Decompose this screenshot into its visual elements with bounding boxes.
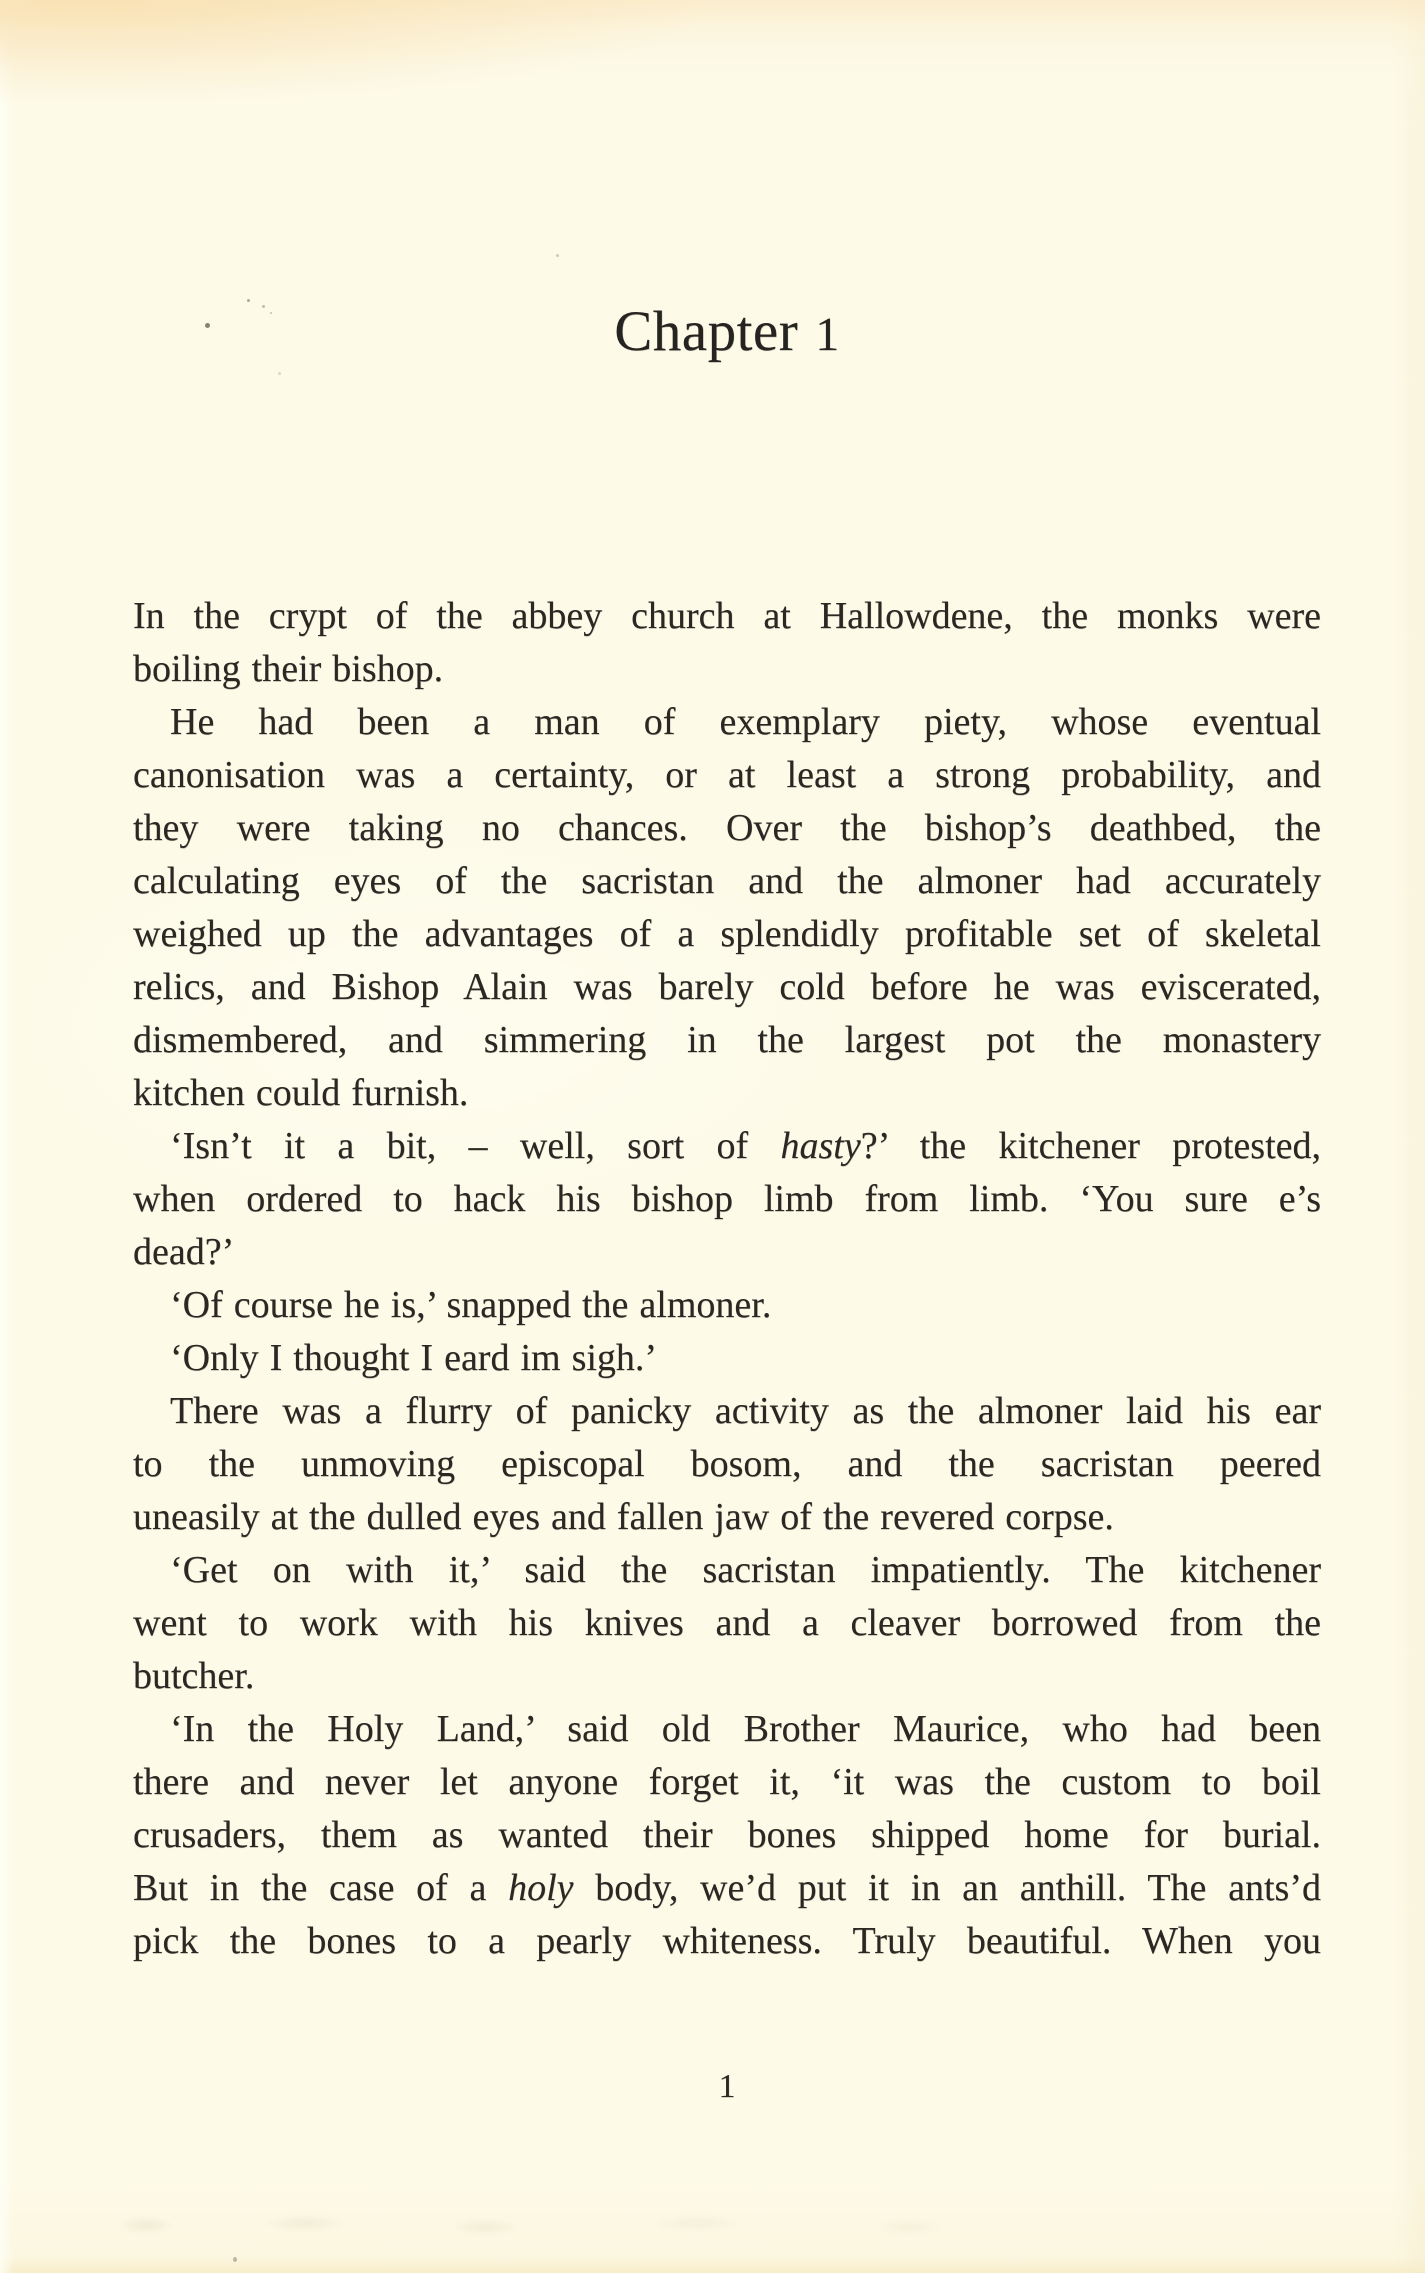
- text-block: [133, 590, 1321, 1968]
- ink-speck: [205, 323, 210, 328]
- paragraph: [133, 1120, 1321, 1279]
- text-line: butcher.: [133, 1655, 255, 1697]
- text-line: to the unmoving episcopal bosom, and the sacristan peered: [133, 1443, 1321, 1485]
- paragraph: [133, 1332, 1321, 1385]
- text-line: ‘Isn’t it a bit, – well, sort of hasty?’ the kitchener protested,: [170, 1125, 1321, 1167]
- ink-speck: [278, 372, 281, 375]
- text-line: ‘In the Holy Land,’ said old Brother Maurice, who had been: [170, 1708, 1321, 1750]
- text-line: boiling their bishop.: [133, 648, 444, 690]
- paragraph: [133, 1385, 1321, 1544]
- text-line: relics, and Bishop Alain was barely cold before he was eviscerated,: [133, 966, 1321, 1008]
- page-number: 1: [718, 2068, 736, 2105]
- text-line: dead?’: [133, 1231, 235, 1273]
- text-line: uneasily at the dulled eyes and fallen jaw of the revered corpse.: [133, 1496, 1114, 1538]
- paragraph: [133, 590, 1321, 696]
- text-line: kitchen could furnish.: [133, 1072, 469, 1114]
- page-bleed-through: [40, 2208, 1100, 2242]
- text-line: there and never let anyone forget it, ‘it was the custom to boil: [133, 1761, 1321, 1803]
- text-line: pick the bones to a pearly whiteness. Truly beautiful. When you: [133, 1920, 1321, 1962]
- chapter-heading: [133, 300, 1321, 363]
- paragraph: [133, 1279, 1321, 1332]
- text-line: went to work with his knives and a cleaver borrowed from the: [133, 1602, 1321, 1644]
- paragraph: [133, 696, 1321, 1120]
- chapter-heading-number: 1: [815, 308, 840, 361]
- text-line: canonisation was a certainty, or at least a strong probability, and: [133, 754, 1321, 796]
- text-line: In the crypt of the abbey church at Hallowdene, the monks were: [133, 595, 1321, 637]
- text-line: ‘Of course he is,’ snapped the almoner.: [170, 1284, 772, 1326]
- text-line: they were taking no chances. Over the bishop’s deathbed, the: [133, 807, 1321, 849]
- text-line: ‘Only I thought I eard im sigh.’: [170, 1337, 658, 1379]
- ink-speck: [247, 299, 250, 302]
- text-line: calculating eyes of the sacristan and the almoner had accurately: [133, 860, 1321, 902]
- ink-speck: [556, 254, 559, 257]
- text-line: He had been a man of exemplary piety, whose eventual: [170, 701, 1321, 743]
- ink-speck: [270, 312, 272, 314]
- text-line: But in the case of a holy body, we’d put it in an anthill. The ants’d: [133, 1867, 1321, 1909]
- paragraph: [133, 1703, 1321, 1968]
- text-line: dismembered, and simmering in the largest pot the monastery: [133, 1019, 1321, 1061]
- ink-speck: [233, 2257, 237, 2262]
- text-line: crusaders, them as wanted their bones shipped home for burial.: [133, 1814, 1321, 1856]
- paragraph: [133, 1544, 1321, 1703]
- ink-speck: [262, 305, 265, 308]
- text-line: weighed up the advantages of a splendidly profitable set of skeletal: [133, 913, 1321, 955]
- chapter-heading-label: Chapter: [614, 300, 799, 363]
- text-line: There was a flurry of panicky activity as the almoner laid his ear: [170, 1390, 1321, 1432]
- text-line: ‘Get on with it,’ said the sacristan impatiently. The kitchener: [170, 1549, 1321, 1591]
- text-line: when ordered to hack his bishop limb from limb. ‘You sure e’s: [133, 1178, 1321, 1220]
